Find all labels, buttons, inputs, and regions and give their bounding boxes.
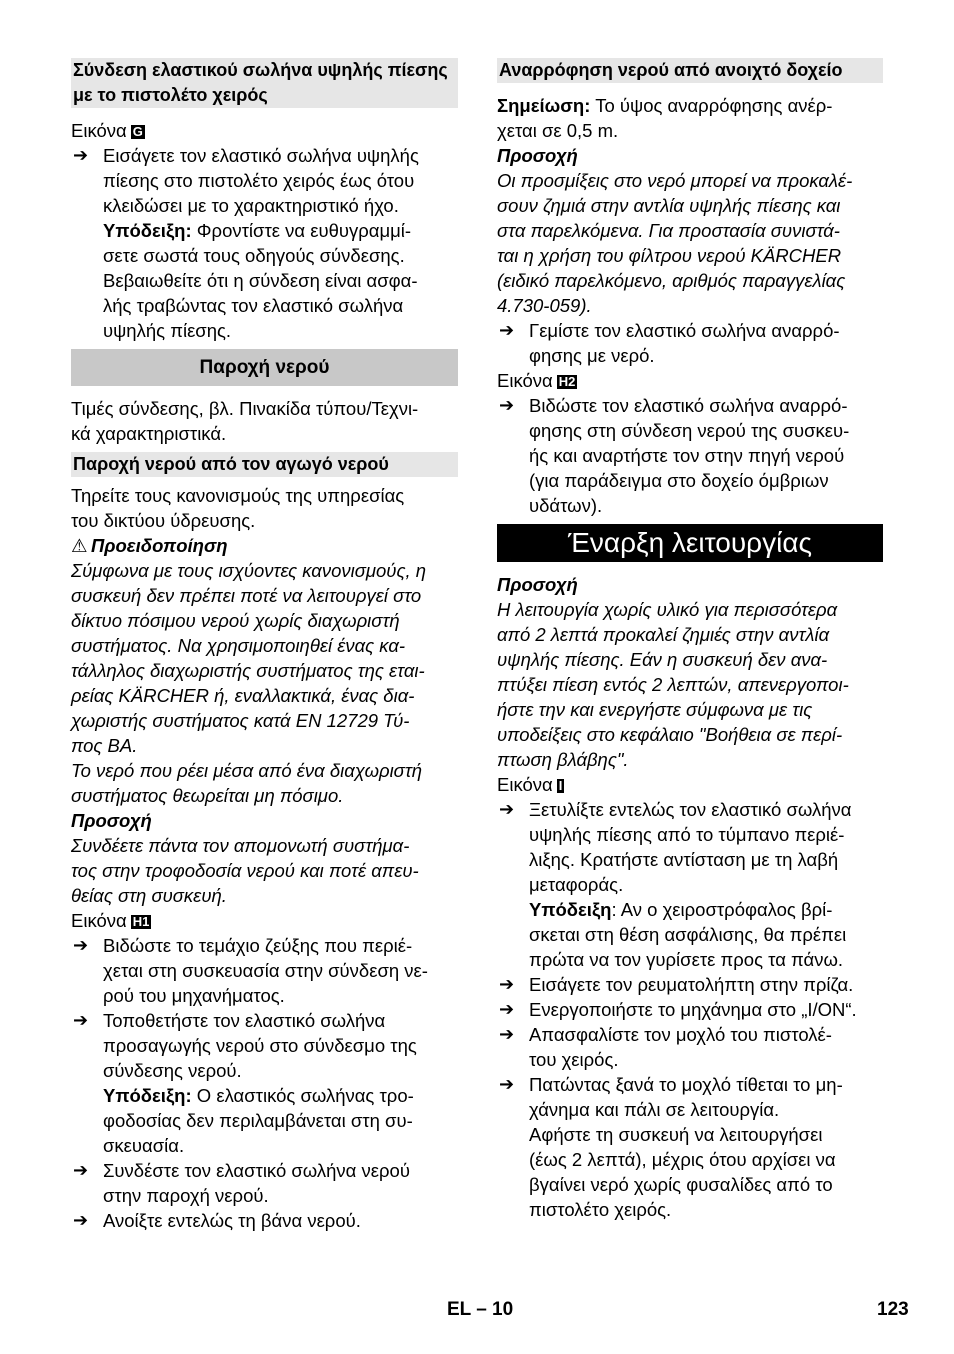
text-line: ήστε την και ενεργήστε σύμφωνα με τις: [497, 699, 813, 720]
step-lines: [529, 972, 883, 997]
text-line: πος BA.: [71, 735, 138, 756]
text-line: συσκευή δεν πρέπει ποτέ να λειτουργεί στο: [71, 585, 422, 606]
text-line: Το νερό που ρέει μέσα από ένα διαχωριστή: [71, 760, 423, 781]
text-line: πίεσης στο πιστολέτο χειρός έως ότου: [103, 170, 415, 191]
text-line: υψηλής πίεσης. Εάν η συσκευή δεν ανα-: [497, 649, 828, 670]
figure-badge: G: [132, 124, 143, 139]
text-line: ής και αναρτήστε τον στην πηγή νερού: [529, 445, 845, 466]
step-unwind-hose: [497, 797, 883, 972]
arrow-right-icon: ➔: [499, 320, 515, 340]
section-title-hose-connection: Σύνδεση ελαστικού σωλήνα υψηλής πίεσης με το πιστολέτο χειρός: [71, 58, 458, 108]
arrow-right-icon: ➔: [499, 395, 515, 415]
text-line: υψηλής πίεσης από το τύμπανο περιέ-: [529, 824, 845, 845]
step-lines: [529, 797, 883, 897]
text-line: Οι προσμίξεις στο νερό μπορεί να προκαλέ-: [497, 170, 853, 191]
step-screw-suction-hose: [497, 393, 883, 518]
text-line: Αφήστε τη συσκευή να λειτουργήσει: [529, 1124, 823, 1145]
step-connect-hose: [71, 1158, 458, 1208]
caution-text: [497, 168, 883, 318]
step-lines: [103, 1208, 458, 1233]
figure-badge: H1: [132, 914, 150, 929]
text-line: 4.730-059).: [497, 295, 592, 316]
note: [529, 897, 883, 972]
text-line: Τοποθετήστε τον ελαστικό σωλήνα: [103, 1010, 386, 1031]
chapter-title-start-up: Έναρξη λειτουργίας: [497, 524, 883, 562]
arrow-right-icon: ➔: [73, 935, 89, 955]
arrow-right-icon: ➔: [499, 999, 515, 1019]
text-line: χεται στη συσκευασία στην σύνδεση νε-: [103, 960, 428, 981]
text-line: Συνδέετε πάντα τον απομονωτή συστήμα-: [71, 835, 410, 856]
text-line: τάλληλος διαχωριστής συστήματος της εται-: [71, 660, 425, 681]
text-line: Συνδέστε τον ελαστικό σωλήνα νερού: [103, 1160, 410, 1181]
text-line: Βιδώστε το τεμάχιο ζεύξης που περιέ-: [103, 935, 413, 956]
text-line: Σύμφωνα με τους ισχύοντες κανονισμούς, η: [71, 560, 427, 581]
text-line: Πατώντας ξανά το μοχλό τίθεται το μη-: [529, 1074, 843, 1095]
text-line: σουν ζημιά στην αντλία υψηλής πίεσης και: [497, 195, 841, 216]
note-text: : Αν ο χειροστρόφαλος βρί- σκεται στη θέση ασφάλισης, θα πρέπει πρώτα να τον γυρίσετε προς τα πάνω.: [529, 899, 847, 970]
note: [103, 218, 458, 343]
text-line: (για παράδειγμα στο δοχείο όμβριων: [529, 470, 829, 491]
warning-triangle-icon: ⚠: [71, 535, 88, 556]
arrow-right-icon: ➔: [73, 145, 89, 165]
arrow-right-icon: ➔: [73, 1160, 89, 1180]
note-text: Το ύψος αναρρόφησης ανέρ- χεται σε 0,5 m.: [497, 95, 833, 141]
text-line: στα παρελκόμενα. Για προστασία συνιστά-: [497, 220, 840, 241]
text-line: υδάτων).: [529, 495, 603, 516]
note-label: Υπόδειξη:: [103, 220, 192, 241]
text-line: Ανοίξτε εντελώς τη βάνα νερού.: [103, 1210, 361, 1231]
text-line: κά χαρακτηριστικά.: [71, 423, 227, 444]
caution-text: [71, 833, 458, 908]
text-line: στην παροχή νερού.: [103, 1185, 269, 1206]
step-unlock-lever: [497, 1022, 883, 1072]
footer-page-number: 123: [877, 1299, 909, 1320]
text-line: ρού του μηχανήματος.: [103, 985, 285, 1006]
text-line: θείας στη συσκευή.: [71, 885, 227, 906]
step-lines: [529, 393, 883, 518]
text-line: χωριστής συστήματος κατά EN 12729 Τύ-: [71, 710, 410, 731]
arrow-right-icon: ➔: [499, 974, 515, 994]
text-line: πιστολέτο χειρός.: [529, 1199, 672, 1220]
text-line: συστήματος. Να χρησιμοποιηθεί ένας κα-: [71, 635, 406, 656]
step-press-lever: [497, 1072, 883, 1222]
text-line: Γεμίστε τον ελαστικό σωλήνα αναρρό-: [529, 320, 840, 341]
text-line: χάνημα και πάλι σε λειτουργία.: [529, 1099, 780, 1120]
step-insert-hose: [71, 143, 458, 343]
arrow-right-icon: ➔: [499, 1074, 515, 1094]
text-line: τος στην τροφοδοσία νερού και ποτέ απευ-: [71, 860, 419, 881]
text-line: υποδείξεις στο κεφάλαιο "Βοήθεια σε περί-: [497, 724, 843, 745]
text-line: Ξετυλίξτε εντελώς τον ελαστικό σωλήνα: [529, 799, 852, 820]
text-line: πτύξει πίεση εντός 2 λεπτών, απενεργοποι-: [497, 674, 849, 695]
note-label: Υπόδειξη: [529, 899, 612, 920]
note: [103, 1083, 458, 1158]
text-line: του χειρός.: [529, 1049, 619, 1070]
arrow-right-icon: ➔: [73, 1210, 89, 1230]
text-line: βγαίνει νερό χωρίς φυσαλίδες από το: [529, 1174, 833, 1195]
text-line: συστήματος θεωρείται μη πόσιμο.: [71, 785, 344, 806]
note-text: Ο ελαστικός σωλήνας τρο- φοδοσίας δεν περιλαμβάνεται στη συ- σκευασία.: [103, 1085, 414, 1156]
warning-text: [71, 558, 458, 808]
section-title-suction: Αναρρόφηση νερού από ανοιχτό δοχείο: [497, 58, 883, 83]
text-line: Εισάγετε τον ελαστικό σωλήνα υψηλής: [103, 145, 419, 166]
caution-heading: Προσοχή: [497, 145, 578, 166]
text-line: από 2 λεπτά προκαλεί ζημιές στην αντλία: [497, 624, 830, 645]
note-label: Σημείωση:: [497, 95, 591, 116]
figure-ref-h1: Εικόνα H1: [71, 910, 150, 931]
text-line: φησης με νερό.: [529, 345, 655, 366]
water-mains-text: [71, 483, 458, 533]
figure-ref-g: Εικόνα G: [71, 120, 143, 141]
text-line: (έως 2 λεπτά), μέχρις ότου αρχίσει να: [529, 1149, 836, 1170]
arrow-right-icon: ➔: [499, 799, 515, 819]
step-lines: [103, 1008, 458, 1083]
caution-text: [497, 597, 883, 772]
step-plug-in: [497, 972, 883, 997]
figure-badge: I: [558, 778, 563, 793]
figure-badge: H2: [558, 374, 576, 389]
text-line: (ειδικό παρελκόμενο, αριθμός παραγγελίας: [497, 270, 846, 291]
text-line: σύνδεσης νερού.: [103, 1060, 242, 1081]
step-lines: [529, 318, 883, 368]
step-lines: [529, 997, 883, 1022]
water-supply-text: [71, 396, 458, 446]
step-switch-on: [497, 997, 883, 1022]
text-line: Τηρείτε τους κανονισμούς της υπηρεσίας: [71, 485, 405, 506]
right-column: [497, 58, 883, 1222]
text-line: προσαγωγής νερού στο σύνδεσμο της: [103, 1035, 417, 1056]
text-line: Τιμές σύνδεσης, βλ. Πινακίδα τύπου/Τεχνι-: [71, 398, 419, 419]
text-line: του δικτύου ύδρευσης.: [71, 510, 256, 531]
text-line: Εισάγετε τον ρευματολήπτη στην πρίζα.: [529, 974, 854, 995]
step-screw-coupling: [71, 933, 458, 1008]
step-lines: [103, 143, 458, 218]
footer-language-page: EL – 10: [447, 1299, 514, 1320]
step-open-valve: [71, 1208, 458, 1233]
caution-heading: Προσοχή: [71, 810, 152, 831]
step-lines: [103, 1158, 458, 1208]
step-fill-hose: [497, 318, 883, 368]
left-column: [71, 58, 458, 1233]
step-place-hose: [71, 1008, 458, 1158]
text-line: κλειδώσει με το χαρακτηριστικό ήχο.: [103, 195, 399, 216]
step-lines: [529, 1022, 883, 1072]
text-line: ρείας KÄRCHER ή, εναλλακτικά, ένας δια-: [71, 685, 415, 706]
text-line: Η λειτουργία χωρίς υλικό για περισσότερα: [497, 599, 838, 620]
text-line: Ενεργοποιήστε το μηχάνημα στο „I/ON“.: [529, 999, 857, 1020]
section-title-water-supply: Παροχή νερού: [71, 349, 458, 386]
text-line: πτωση βλάβης".: [497, 749, 629, 770]
step-lines: [103, 933, 458, 1008]
note-text: Φροντίστε να ευθυγραμμί- σετε σωστά τους οδηγούς σύνδεσης. Βεβαιωθείτε ότι η σύνδεση είναι ασφα- λής τραβώντας τον ελαστικό σωλήνα υψηλής πίεσης.: [103, 220, 418, 341]
text-line: φησης στη σύνδεση νερού της συσκευ-: [529, 420, 850, 441]
text-line: λιξης. Κρατήστε αντίσταση με τη λαβή: [529, 849, 839, 870]
section-title-water-mains: Παροχή νερού από τον αγωγό νερού: [71, 452, 458, 477]
caution-heading: Προσοχή: [497, 574, 578, 595]
figure-ref-h2: Εικόνα H2: [497, 370, 576, 391]
text-line: Βιδώστε τον ελαστικό σωλήνα αναρρό-: [529, 395, 848, 416]
figure-ref-i: Εικόνα I: [497, 774, 563, 795]
step-lines: [529, 1072, 883, 1222]
arrow-right-icon: ➔: [499, 1024, 515, 1044]
text-line: μεταφοράς.: [529, 874, 624, 895]
note-label: Υπόδειξη:: [103, 1085, 192, 1106]
text-line: ται η χρήση του φίλτρου νερού KÄRCHER: [497, 245, 842, 266]
note: [497, 93, 883, 143]
text-line: δίκτυο πόσιμου νερού χωρίς διαχωριστή: [71, 610, 400, 631]
warning-heading: ⚠ Προειδοποίηση: [71, 535, 228, 556]
text-line: Απασφαλίστε τον μοχλό του πιστολέ-: [529, 1024, 832, 1045]
arrow-right-icon: ➔: [73, 1010, 89, 1030]
